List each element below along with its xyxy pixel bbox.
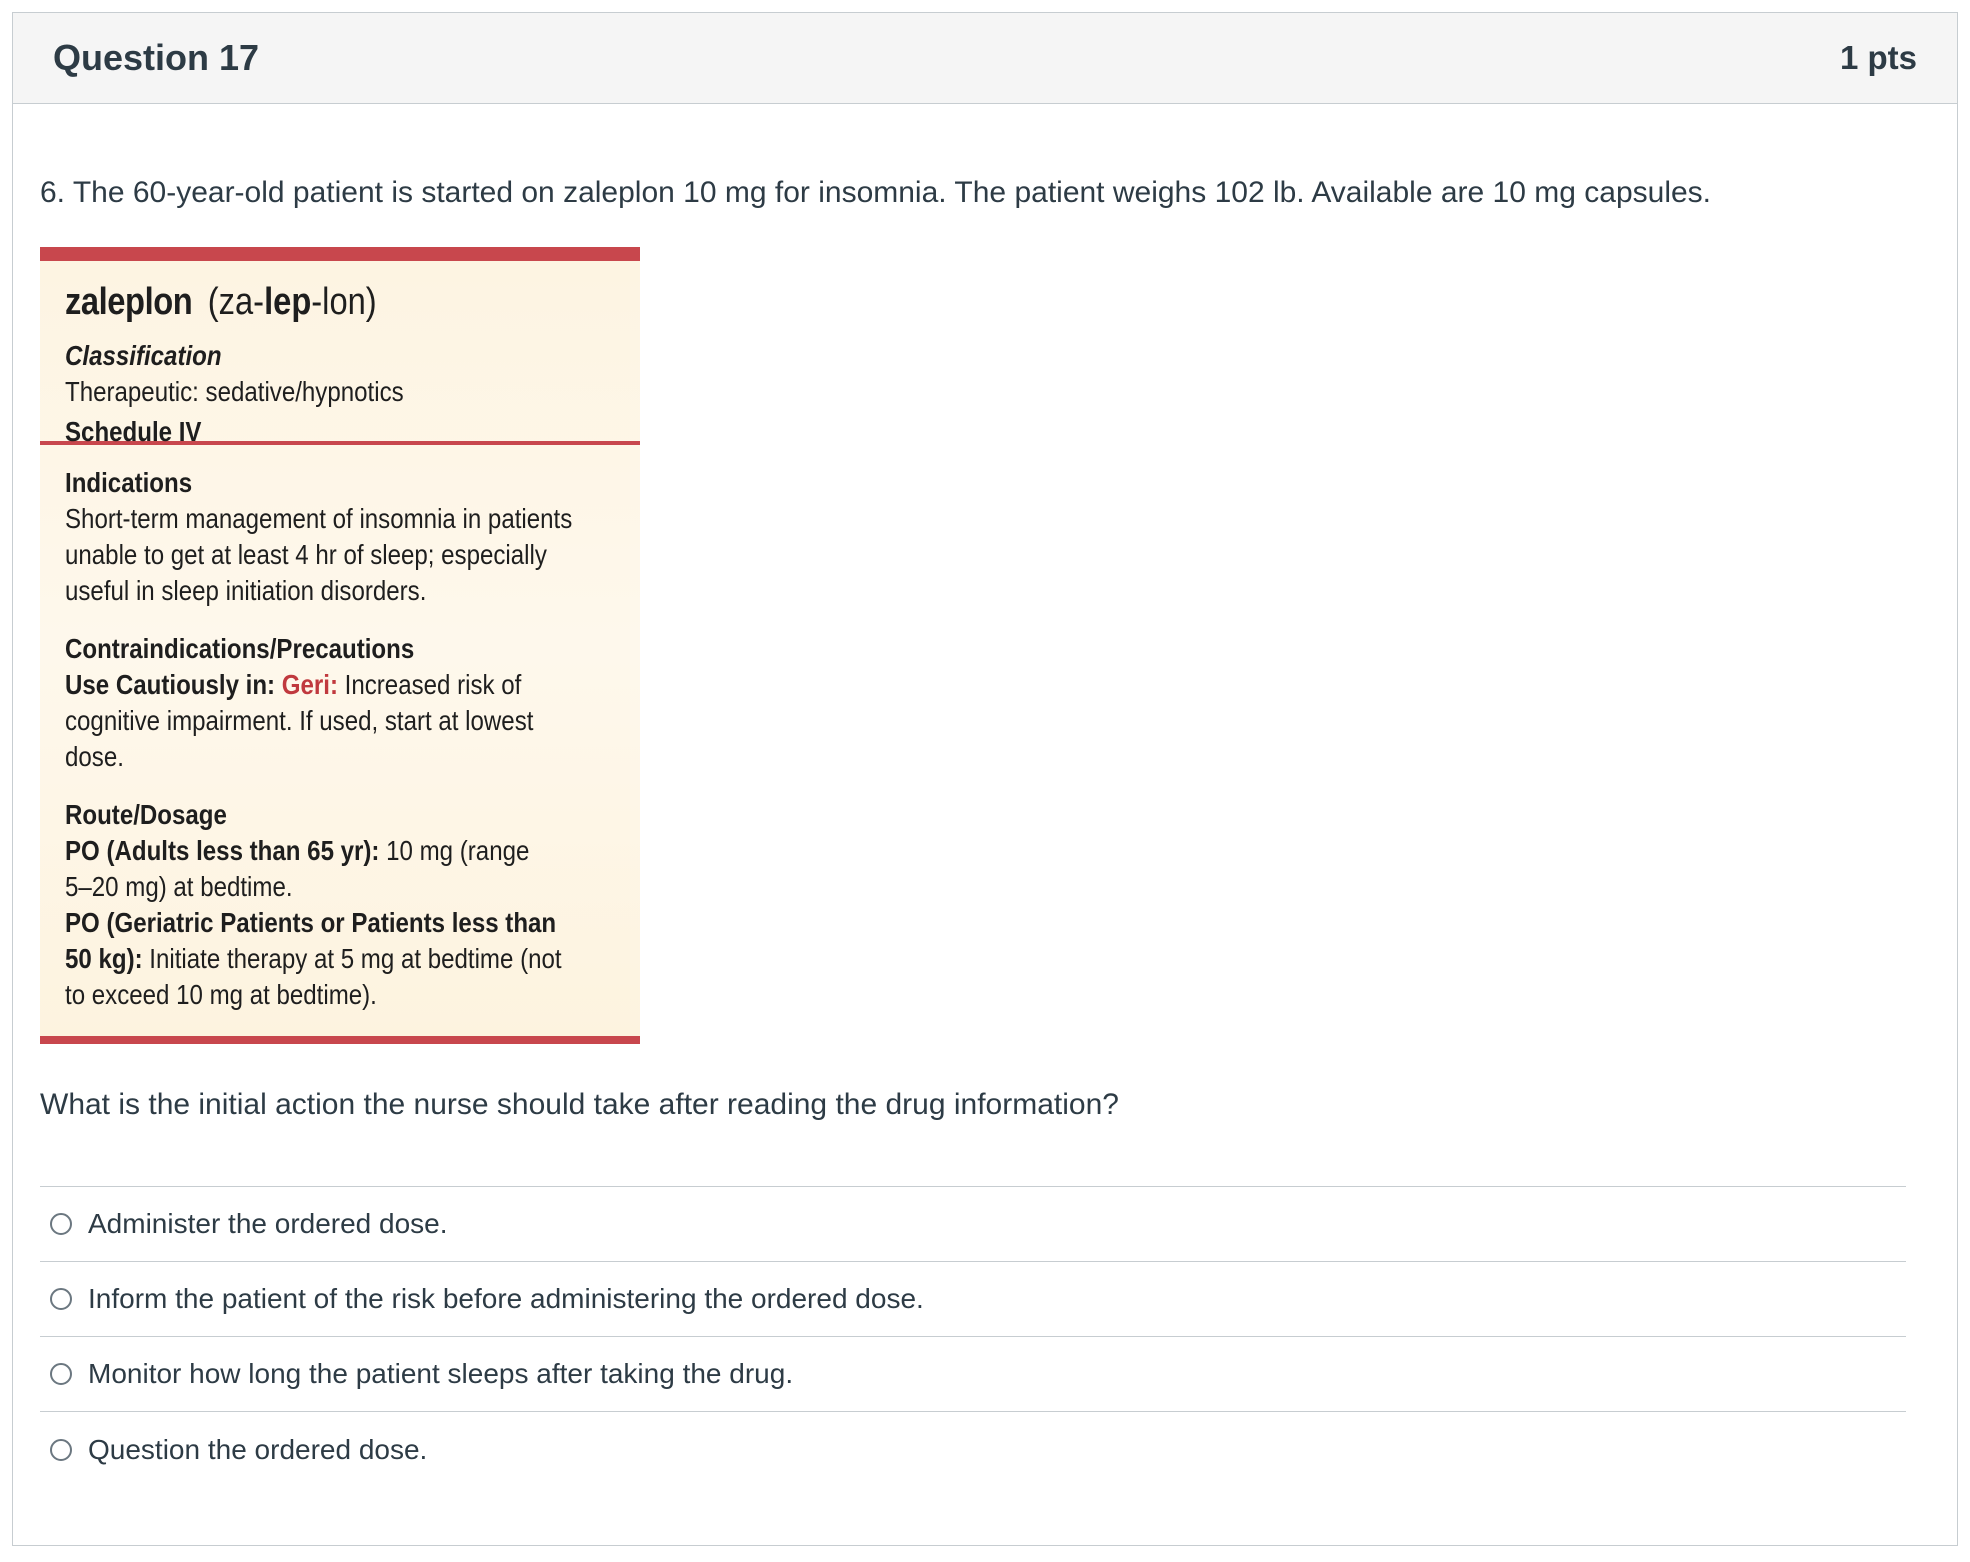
- radio-button[interactable]: [50, 1363, 72, 1385]
- answer-option[interactable]: [40, 1262, 1906, 1337]
- route-dosage-title: Route/Dosage: [65, 799, 227, 830]
- drug-name-row: [65, 279, 538, 325]
- route-dosage-section: [65, 797, 615, 1013]
- drug-card-body: [40, 445, 640, 1013]
- contraindications-title: Contraindications/Precautions: [65, 633, 415, 664]
- radio-button[interactable]: [50, 1213, 72, 1235]
- question-text: 6. The 60-year-old patient is started on zaleplon 10 mg for insomnia. The patient weighs 102 lb. Available are 10 mg capsules.: [40, 176, 1712, 209]
- dosage-line: to exceed 10 mg at bedtime).: [65, 979, 377, 1010]
- contraindications-line: cognitive impairment. If used, start at lowest: [65, 705, 534, 736]
- dosage-line: 5–20 mg) at bedtime.: [65, 871, 293, 902]
- question-points: 1 pts: [1839, 39, 1917, 76]
- dosage-line: 50 kg): Initiate therapy at 5 mg at bedtime (not: [65, 943, 562, 974]
- answer-option[interactable]: [40, 1412, 1906, 1487]
- dosage-line: PO (Adults less than 65 yr): 10 mg (range: [65, 835, 530, 866]
- question-header: [13, 13, 1957, 104]
- radio-button[interactable]: [50, 1439, 72, 1461]
- answer-option[interactable]: [40, 1337, 1906, 1412]
- answer-list: [40, 1186, 1906, 1487]
- geri-label: Geri:: [281, 669, 338, 700]
- indications-line: Short-term management of insomnia in patients: [65, 503, 573, 534]
- answer-label: Inform the patient of the risk before administering the ordered dose.: [88, 1283, 924, 1314]
- answer-label: Monitor how long the patient sleeps after taking the drug.: [88, 1358, 794, 1389]
- dosage-line: PO (Geriatric Patients or Patients less than: [65, 907, 557, 938]
- classification-heading: Classification: [65, 340, 222, 371]
- contraindications-section: [65, 631, 615, 775]
- indications-title: Indications: [65, 467, 193, 498]
- drug-pronunciation: (za-lep-lon): [207, 281, 377, 323]
- answer-label: Administer the ordered dose.: [88, 1208, 448, 1239]
- answer-label: Question the ordered dose.: [88, 1433, 428, 1465]
- drug-info-card: [40, 247, 640, 1044]
- radio-button[interactable]: [50, 1288, 72, 1310]
- question-followup: What is the initial action the nurse should take after reading the drug information?: [40, 1088, 1119, 1121]
- question-title: Question 17: [53, 37, 260, 78]
- indications-line: unable to get at least 4 hr of sleep; especially: [65, 539, 547, 570]
- drug-name: zaleplon: [65, 281, 193, 323]
- indications-section: [65, 465, 615, 609]
- therapeutic-class: Therapeutic: sedative/hypnotics: [65, 376, 404, 407]
- contraindications-line: dose.: [65, 741, 124, 772]
- contraindications-line: Use Cautiously in: Geri: Increased risk of: [65, 669, 522, 700]
- drug-schedule: Schedule IV: [65, 416, 202, 447]
- drug-card-header: [40, 261, 640, 445]
- indications-line: useful in sleep initiation disorders.: [65, 575, 427, 606]
- answer-option[interactable]: [40, 1187, 1906, 1262]
